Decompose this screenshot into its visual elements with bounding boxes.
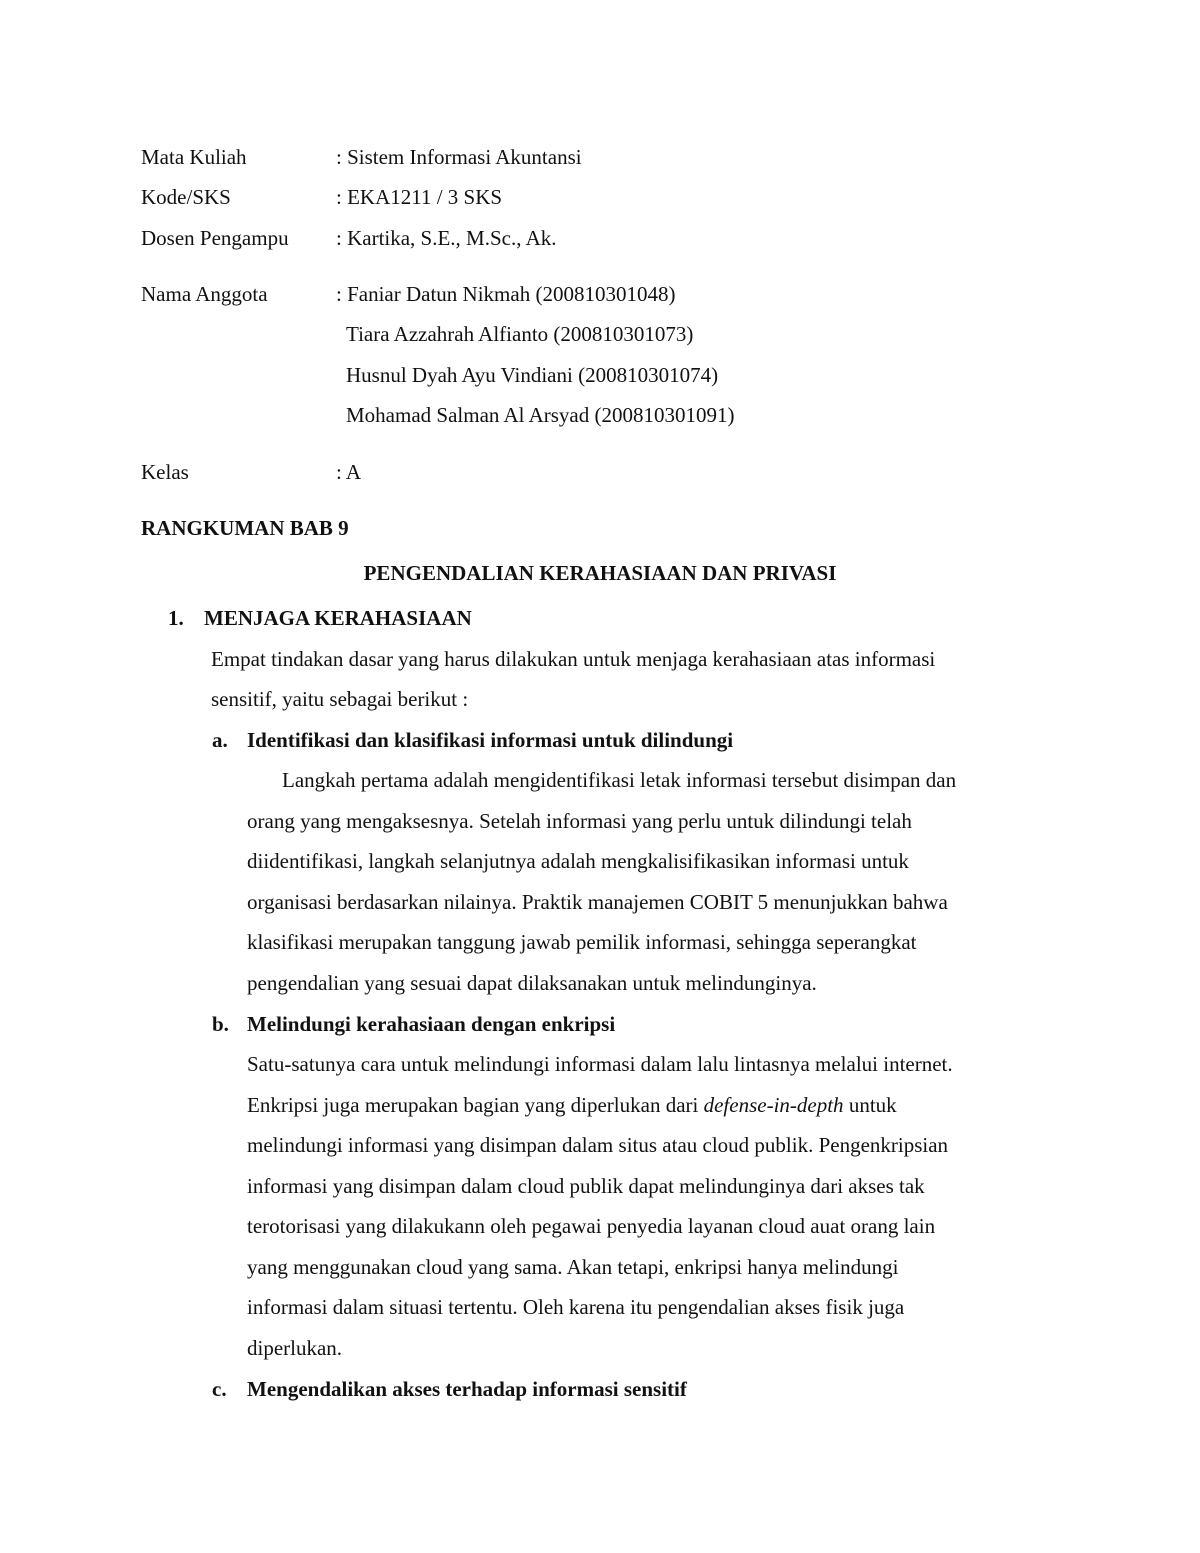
b-line-4: informasi yang disimpan dalam cloud publik dapat melindunginya dari akses tak <box>247 1174 925 1198</box>
a-line-3: diidentifikasi, langkah selanjutnya adalah mengkalisifikasikan informasi untuk <box>247 849 909 873</box>
chapter-title: PENGENDALIAN KERAHASIAAN DAN PRIVASI <box>363 561 837 585</box>
subsection-b-title: Melindungi kerahasiaan dengan enkripsi <box>247 1012 616 1036</box>
label-kelas: Kelas <box>141 460 189 484</box>
intro-line-2: sensitif, yaitu sebagai berikut : <box>211 687 469 711</box>
label-nama-anggota: Nama Anggota <box>141 282 268 306</box>
a-line-4: organisasi berdasarkan nilainya. Praktik manajemen COBIT 5 menunjukkan bahwa <box>247 890 948 914</box>
subsection-c-letter: c. <box>212 1377 227 1401</box>
subsection-c-title: Mengendalikan akses terhadap informasi sensitif <box>247 1377 687 1401</box>
b-line-8: diperlukan. <box>247 1336 343 1360</box>
b-line-1: Satu-satunya cara untuk melindungi informasi dalam lalu lintasnya melalui internet. <box>247 1052 953 1076</box>
value-kelas: : A <box>336 460 362 484</box>
a-line-1: Langkah pertama adalah mengidentifikasi letak informasi tersebut disimpan dan <box>282 768 957 792</box>
b-line-2-post: untuk <box>843 1093 897 1117</box>
b-line-6: yang menggunakan cloud yang sama. Akan tetapi, enkripsi hanya melindungi <box>247 1255 899 1279</box>
intro-line-1: Empat tindakan dasar yang harus dilakukan untuk menjaga kerahasiaan atas informasi <box>211 647 936 671</box>
b-line-2 <box>247 1095 897 1116</box>
subsection-a-title: Identifikasi dan klasifikasi informasi untuk dilindungi <box>247 728 734 752</box>
a-line-2: orang yang mengaksesnya. Setelah informasi yang perlu untuk dilindungi telah <box>247 809 912 833</box>
label-kode-sks: Kode/SKS <box>141 185 231 209</box>
b-line-7: informasi dalam situasi tertentu. Oleh karena itu pengendalian akses fisik juga <box>247 1295 905 1319</box>
section-1-number: 1. <box>168 606 184 630</box>
member-3: Husnul Dyah Ayu Vindiani (200810301074) <box>346 363 719 387</box>
value-kode-sks: : EKA1211 / 3 SKS <box>336 185 503 209</box>
b-line-2-pre: Enkripsi juga merupakan bagian yang diperlukan dari <box>247 1093 704 1117</box>
a-line-5: klasifikasi merupakan tanggung jawab pemilik informasi, sehingga seperangkat <box>247 930 917 954</box>
subsection-a-letter: a. <box>212 728 228 752</box>
member-2: Tiara Azzahrah Alfianto (200810301073) <box>346 322 694 346</box>
subsection-b-letter: b. <box>212 1012 229 1036</box>
member-4: Mohamad Salman Al Arsyad (200810301091) <box>346 403 735 427</box>
summary-title: RANGKUMAN BAB 9 <box>141 516 349 540</box>
label-dosen: Dosen Pengampu <box>141 226 289 250</box>
label-mata-kuliah: Mata Kuliah <box>141 145 247 169</box>
b-line-5: terotorisasi yang dilakukann oleh pegawai penyedia layanan cloud auat orang lain <box>247 1214 936 1238</box>
a-line-6: pengendalian yang sesuai dapat dilaksanakan untuk melindunginya. <box>247 971 817 995</box>
member-1: : Faniar Datun Nikmah (200810301048) <box>336 282 676 306</box>
b-line-2-emphasis: defense-in-depth <box>703 1093 844 1117</box>
value-mata-kuliah: : Sistem Informasi Akuntansi <box>336 145 582 169</box>
section-1-title: MENJAGA KERAHASIAAN <box>204 606 472 630</box>
value-dosen: : Kartika, S.E., M.Sc., Ak. <box>336 226 557 250</box>
b-line-3: melindungi informasi yang disimpan dalam situs atau cloud publik. Pengenkripsian <box>247 1133 949 1157</box>
